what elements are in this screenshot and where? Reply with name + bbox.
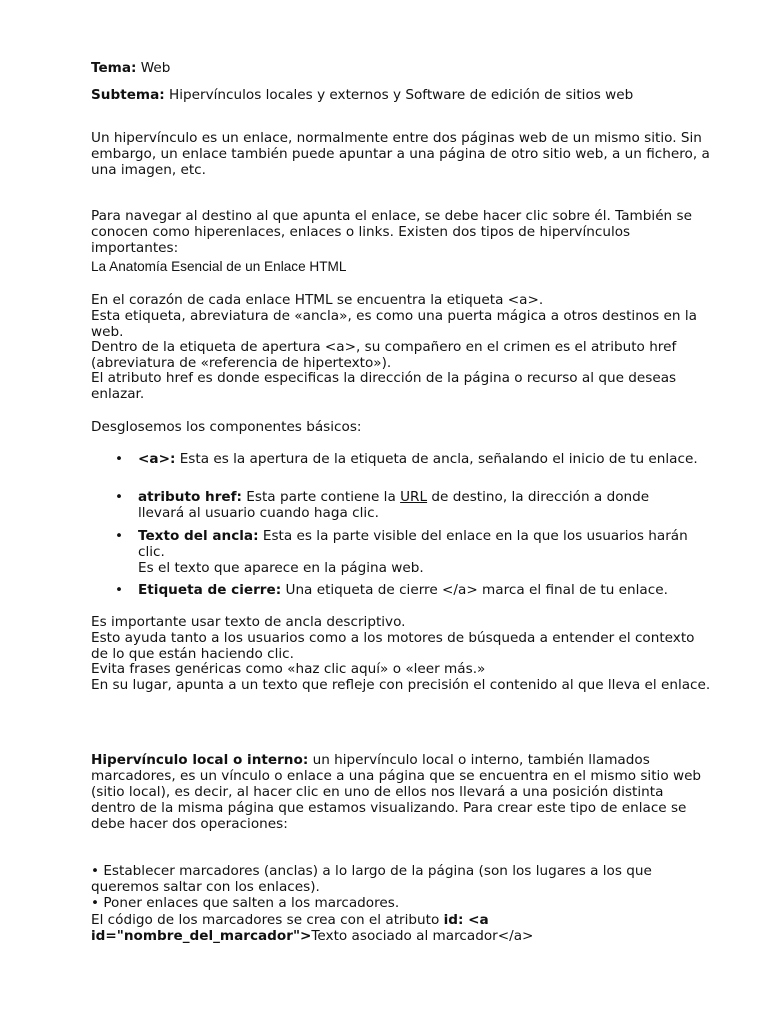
code-snippet: id: <a id="nombre_del_marcador">: [91, 912, 489, 944]
list-item-text: [138, 451, 698, 467]
bullet: •: [115, 451, 124, 467]
list-item-text: [138, 582, 698, 598]
step-1: • Establecer marcadores (anclas) a lo largo de la página (son los lugares a los que queremos saltar con los enlaces).: [91, 863, 652, 895]
item-label: Texto del ancla:: [138, 528, 259, 544]
components-intro: Desglosemos los componentes básicos:: [91, 419, 362, 435]
step-2: • Poner enlaces que salten a los marcadores.: [91, 895, 400, 911]
item-description: Una etiqueta de cierre </a> marca el final de tu enlace.: [281, 582, 668, 598]
code-after: Texto asociado al marcador</a>: [311, 928, 534, 944]
bullet: •: [115, 528, 124, 544]
local-link-label: Hipervínculo local o interno:: [91, 752, 309, 768]
code-paragraph: [91, 912, 711, 944]
local-link-paragraph: [91, 752, 711, 832]
advice-line-3: Evita frases genéricas como «haz clic aquí» o «leer más.»: [91, 661, 486, 677]
item-description: Esta es la parte visible del enlace en la que los usuarios harán clic.: [138, 528, 688, 560]
topic-label: Tema:: [91, 60, 137, 76]
code-intro: El código de los marcadores se crea con el atributo: [91, 912, 444, 928]
section-title: La Anatomía Esencial de un Enlace HTML: [91, 259, 347, 274]
bullet: •: [115, 582, 124, 598]
advice-line-4: En su lugar, apunta a un texto que refleje con precisión el contenido al que lleva el enlace.: [91, 677, 711, 693]
navigation-paragraph: Para navegar al destino al que apunta el enlace, se debe hacer clic sobre él. También se conocen como hiperenlaces, enlaces o links. Existen dos tipos de hipervínculos importantes:: [91, 208, 692, 256]
item-label: <a>:: [138, 451, 176, 467]
anatomy-line-2: Esta etiqueta, abreviatura de «ancla», es como una puerta mágica a otros destinos en la web.: [91, 308, 697, 340]
topic-value: Web: [136, 60, 171, 76]
item-label: atributo href:: [138, 489, 242, 505]
item-description: Esta parte contiene la: [241, 489, 401, 505]
item-description-end: de destino, la dirección a donde llevará al usuario cuando haga clic.: [138, 489, 650, 521]
intro-paragraph: Un hipervínculo es un enlace, normalmente entre dos páginas web de un mismo sitio. Sin embargo, un enlace también puede apuntar a una página de otro sitio web, a un fichero, a una imagen, etc.: [91, 130, 710, 178]
subtopic-label: Subtema:: [91, 87, 165, 103]
list-item-text: [138, 489, 698, 521]
item-label: Etiqueta de cierre:: [138, 582, 282, 598]
bullet: •: [115, 489, 124, 505]
advice-line-1: Es importante usar texto de ancla descriptivo.: [91, 614, 406, 630]
anatomy-line-3: Dentro de la etiqueta de apertura <a>, su compañero en el crimen es el atributo href (abreviatura de «referencia de hipertexto»).: [91, 339, 677, 371]
anatomy-line-4: El atributo href es donde especificas la dirección de la página o recurso al que deseas enlazar.: [91, 370, 677, 402]
subtopic-value: Hipervínculos locales y externos y Software de edición de sitios web: [164, 87, 634, 103]
item-extra: Es el texto que aparece en la página web.: [138, 560, 424, 576]
url-link[interactable]: URL: [400, 489, 428, 505]
advice-line-2: Esto ayuda tanto a los usuarios como a los motores de búsqueda a entender el contexto de lo que están haciendo clic.: [91, 630, 695, 662]
anatomy-line-1: En el corazón de cada enlace HTML se encuentra la etiqueta <a>.: [91, 292, 544, 308]
topic-line: [91, 60, 711, 76]
item-description: Esta es la apertura de la etiqueta de ancla, señalando el inicio de tu enlace.: [175, 451, 698, 467]
subtopic-line: [91, 87, 711, 103]
list-item-text: [138, 528, 698, 576]
local-link-text: un hipervínculo local o interno, también llamados marcadores, es un vínculo o enlace a una página que se encuentra en el mismo sitio web (sitio local), es decir, al hacer clic en uno de ellos nos llevará a una posición distinta dentro de la misma página que estamos visualizando. Para crear este tipo de enlace se debe hacer dos operaciones:: [91, 752, 702, 832]
